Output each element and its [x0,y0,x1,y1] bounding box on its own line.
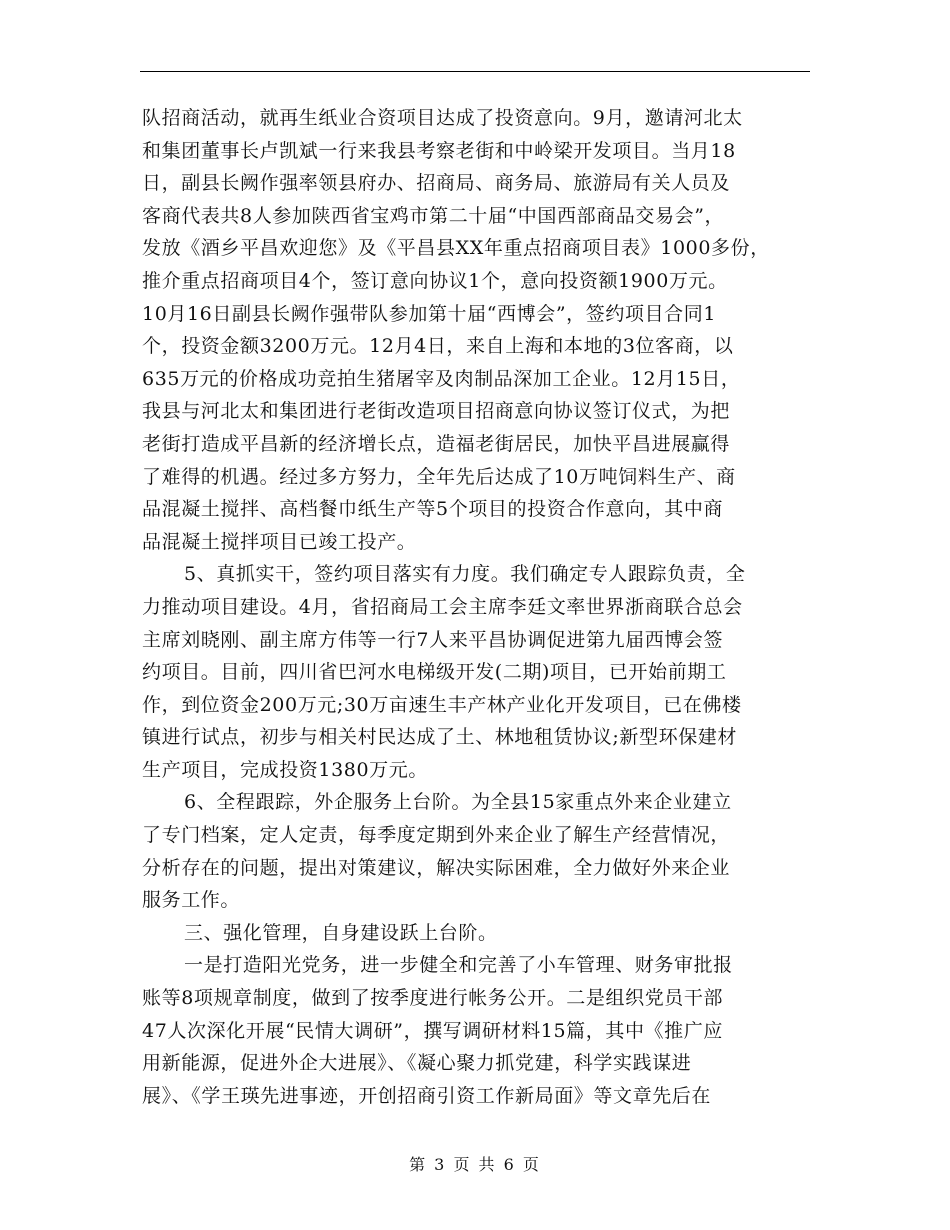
text-line: 5、真抓实干，签约项目落实有力度。我们确定专人跟踪负责，全 [184,563,746,586]
text-line: 品混凝土搅拌、高档餐巾纸生产等5个项目的投资合作意向，其中商 [142,498,724,521]
text-line: 约项目。目前，四川省巴河水电梯级开发(二期)项目，已开始前期工 [142,661,727,684]
text-line: 日，副县长阙作强率领县府办、招商局、商务局、旅游局有关人员及 [142,172,731,195]
text-line: 分析存在的问题，提出对策建议，解决实际困难，全力做好外来企业 [142,856,731,879]
text-line: 镇进行试点，初步与相关村民达成了土、林地租赁协议;新型环保建材 [142,726,738,749]
text-line: 客商代表共8人参加陕西省宝鸡市第二十届“中国西部商品交易会”， [142,204,725,227]
text-line: 和集团董事长卢凯斌一行来我县考察老街和中岭梁开发项目。当月18 [142,139,736,162]
text-line: 了专门档案，定人定责，每季度定期到外来企业了解生产经营情况， [142,824,731,847]
text-line: 一是打造阳光党务，进一步健全和完善了小车管理、财务审批报 [184,954,733,977]
text-line: 发放《酒乡平昌欢迎您》及《平昌县XX年重点招商项目表》1000多份， [142,237,770,260]
text-line: 主席刘晓刚、副主席方伟等一行7人来平昌协调促进第九届西博会签 [142,628,724,651]
document-body [142,102,810,1112]
header-rule [140,71,810,72]
text-line: 10月16日副县长阙作强带队参加第十届“西博会”，签约项目合同1 [142,302,717,325]
text-line: 账等8项规章制度，做到了按季度进行帐务公开。二是组织党员干部 [142,987,724,1010]
page-number: 第 3 页 共 6 页 [409,1155,541,1174]
text-line: 作，到位资金200万元;30万亩速生丰产林产业化开发项目，已在佛楼 [142,693,742,716]
text-line: 我县与河北太和集团进行老街改造项目招商意向协议签订仪式，为把 [142,400,731,423]
text-line: 生产项目，完成投资1380万元。 [142,758,428,781]
text-line: 老街打造成平昌新的经济增长点，造福老街居民，加快平昌进展赢得 [142,432,731,455]
text-line: 三、强化管理，自身建设跃上台阶。 [184,921,498,944]
text-line: 47人次深化开展“民情大调研”，撰写调研材料15篇，其中《推广应 [142,1019,723,1042]
text-line: 服务工作。 [142,889,241,912]
text-line: 队招商活动，就再生纸业合资项目达成了投资意向。9月，邀请河北太 [142,107,743,129]
text-line: 个，投资金额3200万元。12月4日，来自上海和本地的3位客商，以 [142,335,734,358]
text-line: 635万元的价格成功竞拍生猪屠宰及肉制品深加工企业。12月15日， [142,367,741,390]
text-line: 6、全程跟踪，外企服务上台阶。为全县15家重点外来企业建立 [184,791,732,814]
text-line: 品混凝土搅拌项目已竣工投产。 [142,530,417,553]
text-line: 力推动项目建设。4月，省招商局工会主席李廷文率世界浙商联合总会 [142,595,743,618]
text-line: 了难得的机遇。经过多方努力，全年先后达成了10万吨饲料生产、商 [142,465,736,488]
text-line: 推介重点招商项目4个，签订意向协议1个，意向投资额1900万元。 [142,269,728,292]
text-line: 展》、《学王瑛先进事迹，开创招商引资工作新局面》等文章先后在 [142,1084,712,1107]
text-line: 用新能源，促进外企大进展》、《凝心聚力抓党建，科学实践谋进 [142,1052,692,1075]
